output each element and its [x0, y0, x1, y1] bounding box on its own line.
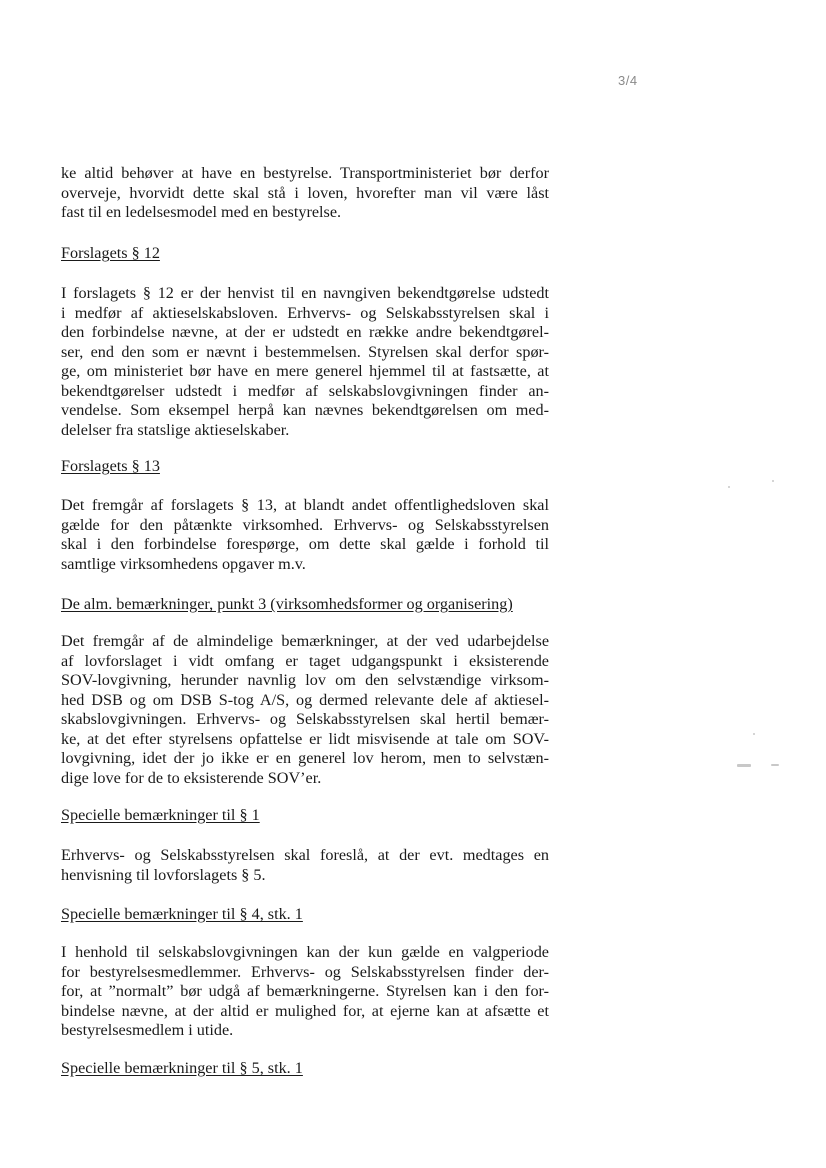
- scan-speck: [771, 764, 779, 766]
- text-line: fast til en ledelsesmodel med en bestyrelse.: [61, 203, 342, 221]
- text-line: SOV-lovgivning, herunder navnlig lov om den selvstændige virksom-: [61, 671, 549, 689]
- text-line: skal i den forbindelse forespørge, om dette skal gælde i forhold til: [61, 535, 549, 553]
- text-line: Det fremgår af de almindelige bemærkninger, at der ved udarbejdelse: [61, 632, 549, 650]
- text-line: Erhvervs- og Selskabsstyrelsen skal foreslå, at der evt. medtages en: [61, 846, 549, 864]
- text-line: ke altid behøver at have en bestyrelse. Transportministeriet bør derfor: [61, 164, 549, 182]
- scan-speck: [728, 486, 730, 488]
- text-line: lovgivning, idet der jo ikke er en generel lov herom, men to selvstæn-: [61, 749, 549, 767]
- text-line: I forslagets § 12 er der henvist til en navngiven bekendtgørelse udstedt: [61, 284, 549, 302]
- text-line: samtlige virksomhedens opgaver m.v.: [61, 554, 306, 573]
- section-heading-13: Forslagets § 13: [61, 457, 160, 475]
- page-number: 3/4: [618, 73, 638, 88]
- section-body-12: [61, 284, 549, 440]
- section-body-general-remarks: [61, 632, 549, 788]
- text-line: gælde for den påtænkte virksomhed. Erhvervs- og Selskabsstyrelsen: [61, 515, 549, 534]
- text-line: Det fremgår af forslagets § 13, at blandt andet offentlighedsloven skal: [61, 496, 549, 514]
- text-line: hed DSB og om DSB S-tog A/S, og dermed relevante dele af aktiesel-: [61, 690, 549, 709]
- text-line: bekendtgørelser udstedt i medfør af selskabslovgivningen finder an-: [61, 381, 549, 400]
- text-line: i medfør af aktieselskabsloven. Erhvervs- og Selskabsstyrelsen skal i: [61, 303, 549, 322]
- section-heading-12: Forslagets § 12: [61, 244, 160, 262]
- text-line: ser, end den som er nævnt i bestemmelsen. Styrelsen skal derfor spør-: [61, 342, 549, 361]
- section-heading-general-remarks: De alm. bemærkninger, punkt 3 (virksomhedsformer og organisering): [61, 595, 513, 613]
- text-line: dige love for de to eksisterende SOV’er.: [61, 768, 322, 787]
- text-line: ge, om ministeriet bør have en mere generel hjemmel til at fastsætte, at: [61, 362, 549, 380]
- text-line: bindelse nævne, at der altid er mulighed for, at ejerne kan at afsætte et: [61, 1001, 549, 1020]
- scan-speck: [772, 480, 774, 482]
- section-heading-special-1: Specielle bemærkninger til § 1: [61, 806, 260, 824]
- scan-speck: [737, 764, 751, 767]
- paragraph-intro: [61, 164, 549, 223]
- text-line: henvisning til lovforslagets § 5.: [61, 865, 266, 884]
- section-body-special-4: [61, 943, 549, 1041]
- text-line: delelser fra statslige aktieselskaber.: [61, 420, 290, 439]
- text-line: den forbindelse nævne, at der er udstedt en række andre bekendtgørel-: [61, 323, 549, 341]
- scan-speck: [753, 733, 755, 735]
- text-line: overveje, hvorvidt dette skal stå i loven, hvorefter man vil være låst: [61, 183, 549, 202]
- text-line: skabslovgivningen. Erhvervs- og Selskabsstyrelsen skal hertil bemær-: [61, 710, 549, 728]
- section-heading-special-4: Specielle bemærkninger til § 4, stk. 1: [61, 905, 303, 923]
- text-line: bestyrelsesmedlem i utide.: [61, 1021, 234, 1039]
- text-line: ke, at det efter styrelsens opfattelse er lidt misvisende at tale om SOV-: [61, 729, 549, 748]
- text-line: for, at ”normalt” bør udgå af bemærkningerne. Styrelsen kan i den for-: [61, 982, 549, 1000]
- text-line: vendelse. Som eksempel herpå kan nævnes bekendtgørelsen om med-: [61, 401, 549, 419]
- section-heading-special-5: Specielle bemærkninger til § 5, stk. 1: [61, 1059, 303, 1077]
- text-line: for bestyrelsesmedlemmer. Erhvervs- og Selskabsstyrelsen finder der-: [61, 962, 549, 981]
- section-body-special-1: [61, 846, 549, 885]
- text-line: af lovforslaget i vidt omfang er taget udgangspunkt i eksisterende: [61, 651, 549, 670]
- section-body-13: [61, 496, 549, 574]
- text-line: I henhold til selskabslovgivningen kan der kun gælde en valgperiode: [61, 943, 549, 961]
